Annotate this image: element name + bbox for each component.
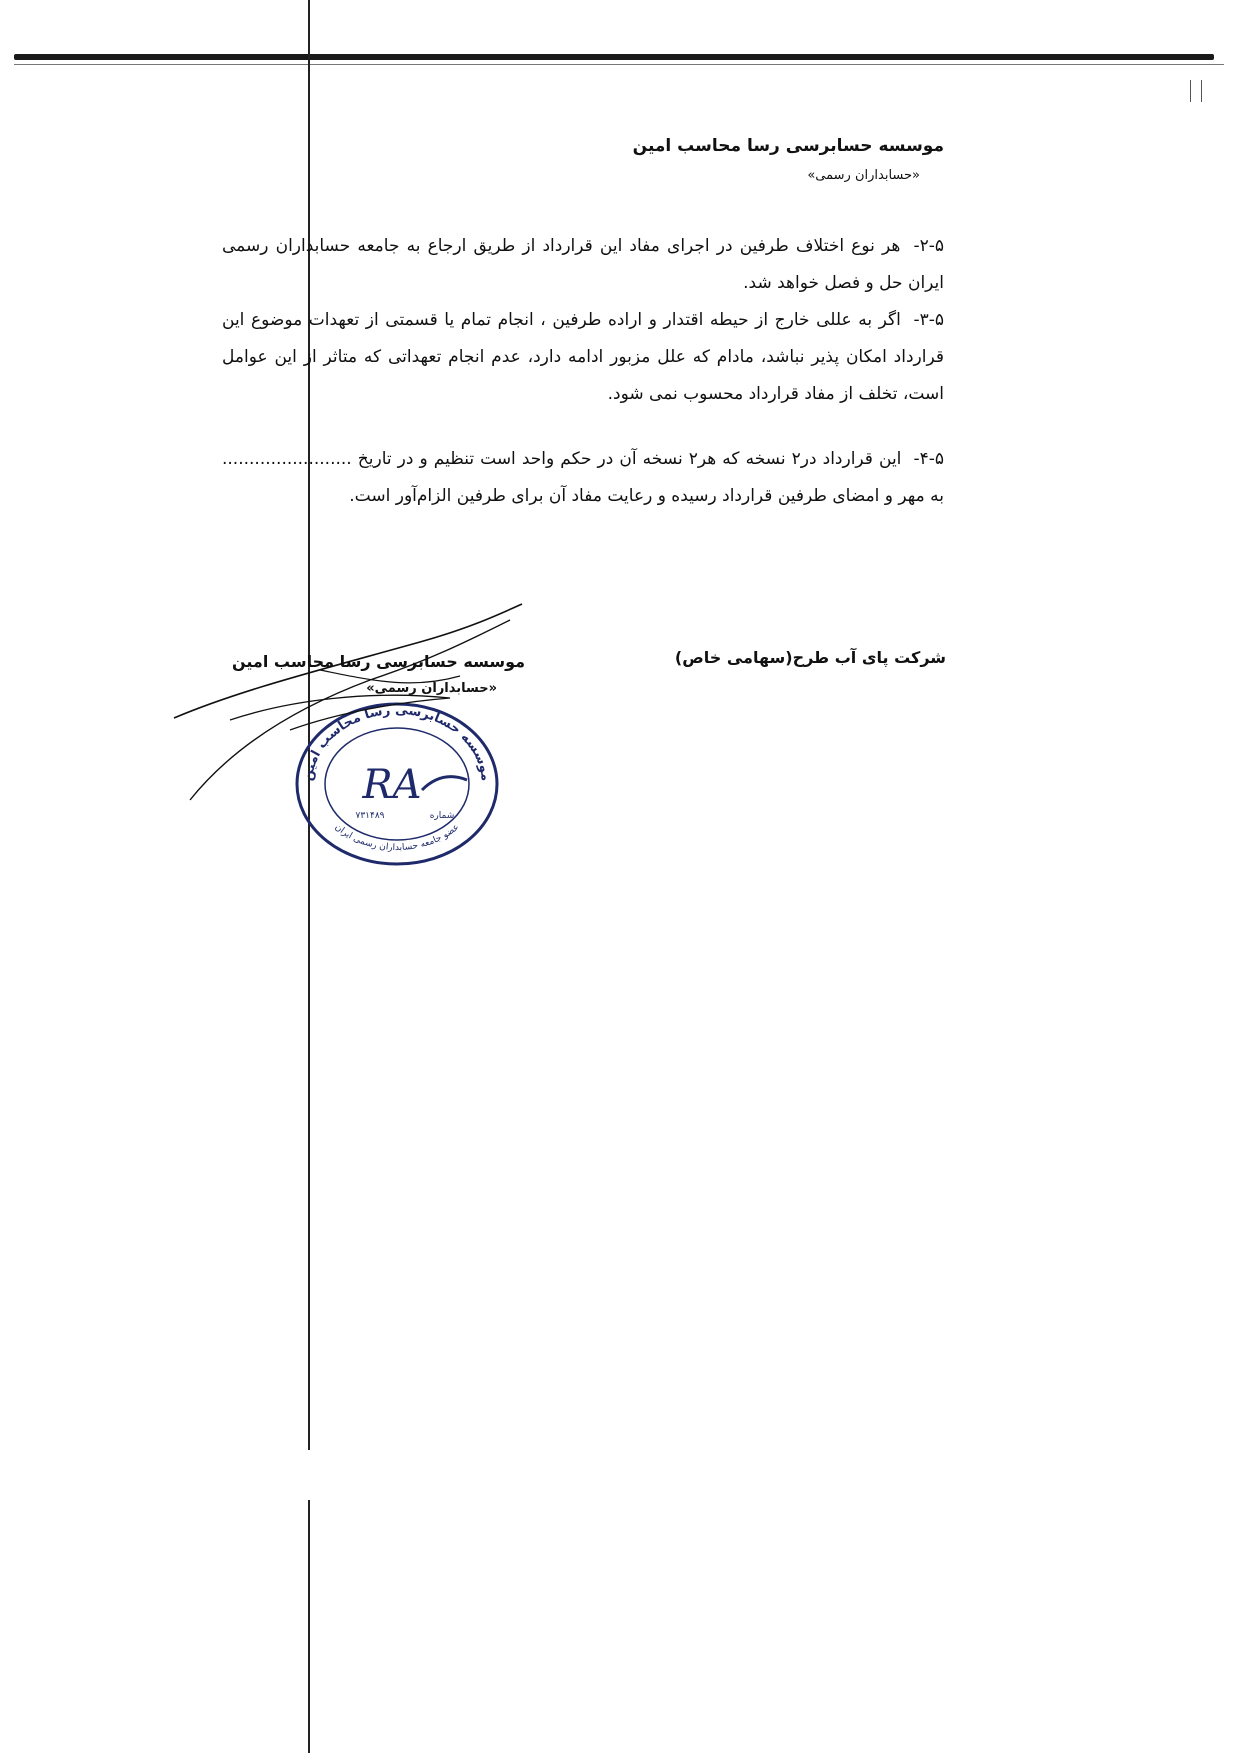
corner-scan-mark	[1190, 80, 1202, 102]
clause-number: ۴-۵-	[913, 449, 945, 469]
signature-left-name: موسسه حسابرسی رسا محاسب امین	[232, 652, 526, 671]
letterhead	[633, 136, 944, 183]
handwritten-signature	[170, 570, 530, 810]
signature-right-party: شرکت پای آب طرح(سهامی خاص)	[674, 648, 946, 667]
scan-fold-line-lower	[308, 1500, 310, 1753]
clause-number: ۲-۵-	[913, 236, 944, 256]
stamp-monogram: RA	[362, 762, 422, 808]
clause-text: هر نوع اختلاف طرفین در اجرای مفاد این قرارداد از طریق ارجاع به جامعه حسابداران رسمی ایران حل و فصل خواهد شد.	[222, 236, 944, 293]
clause-5-3	[222, 302, 944, 413]
date-blank: ........................	[222, 449, 352, 469]
top-border-thin-rule	[14, 64, 1224, 65]
clause-5-2	[222, 228, 944, 302]
clause-text: این قرارداد در۲ نسخه که هر۲ نسخه آن در حکم واحد است تنظیم و در تاریخ	[357, 449, 902, 469]
clause-5-4	[222, 441, 944, 515]
stamp-footer-text: عضو جامعه حسابداران رسمی ایران	[332, 822, 462, 854]
clause-text: اگر به عللی خارج از حیطه اقتدار و اراده طرفین ، انجام تمام یا قسمتی از تعهدات موضوع این قرارداد امکان پذیر نباشد، مادام که علل مزبور ادامه دارد، عدم انجام تعهداتی که متاثر از این عوامل است، تخلف از مفاد قرارداد محسوب نمی شود.	[222, 310, 944, 404]
contract-clauses	[222, 228, 944, 515]
top-border-rule	[14, 54, 1214, 60]
stamp-reg-number: ۷۳۱۴۸۹	[355, 811, 385, 821]
org-name: موسسه حسابرسی رسا محاسب امین	[632, 136, 944, 156]
stamp-reg-label: شماره	[429, 811, 455, 821]
clause-text-cont: به مهر و امضای طرفین قرارداد رسیده و رعایت مفاد آن برای طرفین الزام‌آور است.	[349, 486, 944, 506]
signature-left-subtitle: «حسابداران رسمی»	[366, 681, 498, 696]
clause-number: ۳-۵-	[913, 310, 944, 330]
org-subtitle: «حسابداران رسمی»	[807, 168, 920, 183]
stamp-ring-text: موسسه حسابرسی رسا محاسب امین	[300, 702, 494, 782]
